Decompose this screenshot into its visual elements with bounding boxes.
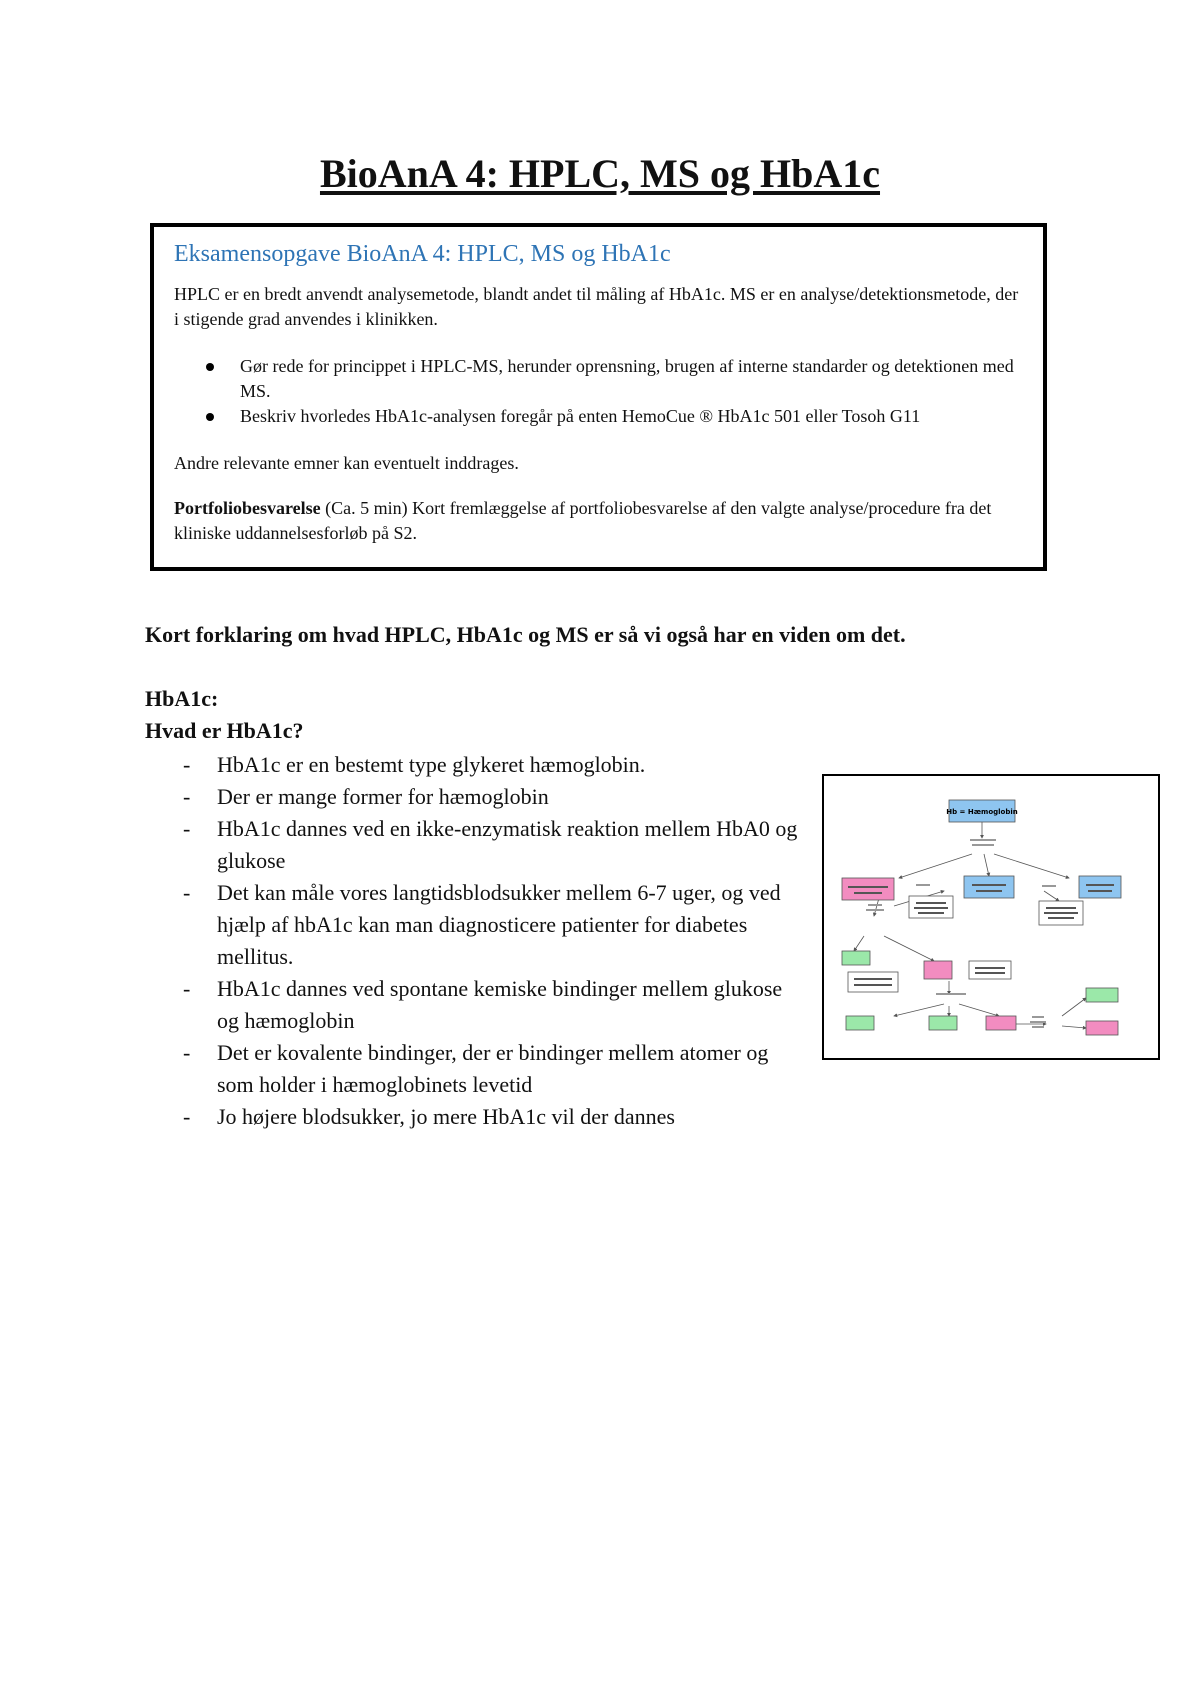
- list-item: - Det kan måle vores langtidsblodsukker mellem 6-7 uger, og ved hjælp af hbA1c kan man diagnosticere patienter for diabetes mellitus.: [145, 877, 805, 973]
- hemoglobin-diagram-svg: [824, 776, 1157, 1057]
- diagram-box-hba0: [842, 951, 870, 965]
- diagram-box-shba1c: [1086, 1021, 1118, 1035]
- list-item: - Der er mange former for hæmoglobin: [145, 781, 805, 813]
- diagram-box-hba1a: [846, 1016, 874, 1030]
- exam-bullet-list: [174, 354, 1025, 429]
- exam-portfolio: [174, 496, 1025, 546]
- diagram-box-hba1c: [986, 1016, 1016, 1030]
- exam-heading: Eksamensopgave BioAnA 4: HPLC, MS og HbA1c: [174, 241, 671, 267]
- page-title: BioAnA 4: HPLC, MS og HbA1c: [319, 151, 881, 196]
- portfolio-text: (Ca. 5 min) Kort fremlæggelse af portfoliobesvarelse af den valgte analyse/procedure fra det kliniske uddannelsesforløb på S2.: [174, 498, 992, 543]
- diagram-text-lines: [866, 839, 1056, 1028]
- exam-assignment-box: [150, 223, 1047, 571]
- diagram-box-lhba1c: [1086, 988, 1118, 1002]
- portfolio-label: Portfoliobesvarelse: [174, 498, 321, 518]
- list-item: - HbA1c dannes ved en ikke-enzymatisk reaktion mellem HbA0 og glukose: [145, 813, 805, 877]
- diagram-box-hba1: [924, 961, 952, 979]
- diagram-box-hba1b: [929, 1016, 957, 1030]
- diagram-note-box: [969, 961, 1011, 979]
- exam-bullet: Beskriv hvorledes HbA1c-analysen foregår på enten HemoCue ® HbA1c 501 eller Tosoh G11: [206, 404, 1025, 429]
- hemoglobin-diagram: [822, 774, 1160, 1060]
- diagram-box-hba2: [964, 876, 1014, 898]
- diagram-note-box: [848, 972, 898, 992]
- exam-bullet: Gør rede for princippet i HPLC-MS, herunder oprensning, brugen af interne standarder og detektionen med MS.: [206, 354, 1025, 404]
- section-title: HbA1c:: [145, 686, 219, 711]
- list-item: - HbA1c dannes ved spontane kemiske bindinger mellem glukose og hæmoglobin: [145, 973, 805, 1037]
- intro-text: Kort forklaring om hvad HPLC, HbA1c og MS er så vi også har en viden om det.: [145, 622, 906, 647]
- diagram-box-hb-label: Hb = Hæmoglobin: [946, 808, 1018, 816]
- list-item: - HbA1c er en bestemt type glykeret hæmoglobin.: [145, 749, 805, 781]
- exam-intro: HPLC er en bredt anvendt analysemetode, blandt andet til måling af HbA1c. MS er en analyse/detektionsmetode, der i stigende grad anvendes i klinikken.: [174, 284, 1019, 329]
- diagram-box-hbf: [1079, 876, 1121, 898]
- list-item: - Det er kovalente bindinger, der er bindinger mellem atomer og som holder i hæmoglobinets levetid: [145, 1037, 805, 1101]
- diagram-box-hba: [842, 878, 894, 900]
- hba1c-bullet-list: [145, 749, 805, 1133]
- exam-other-topics: Andre relevante emner kan eventuelt inddrages.: [174, 453, 519, 473]
- section-subtitle: Hvad er HbA1c?: [145, 718, 304, 743]
- list-item: - Jo højere blodsukker, jo mere HbA1c vil der dannes: [145, 1101, 805, 1133]
